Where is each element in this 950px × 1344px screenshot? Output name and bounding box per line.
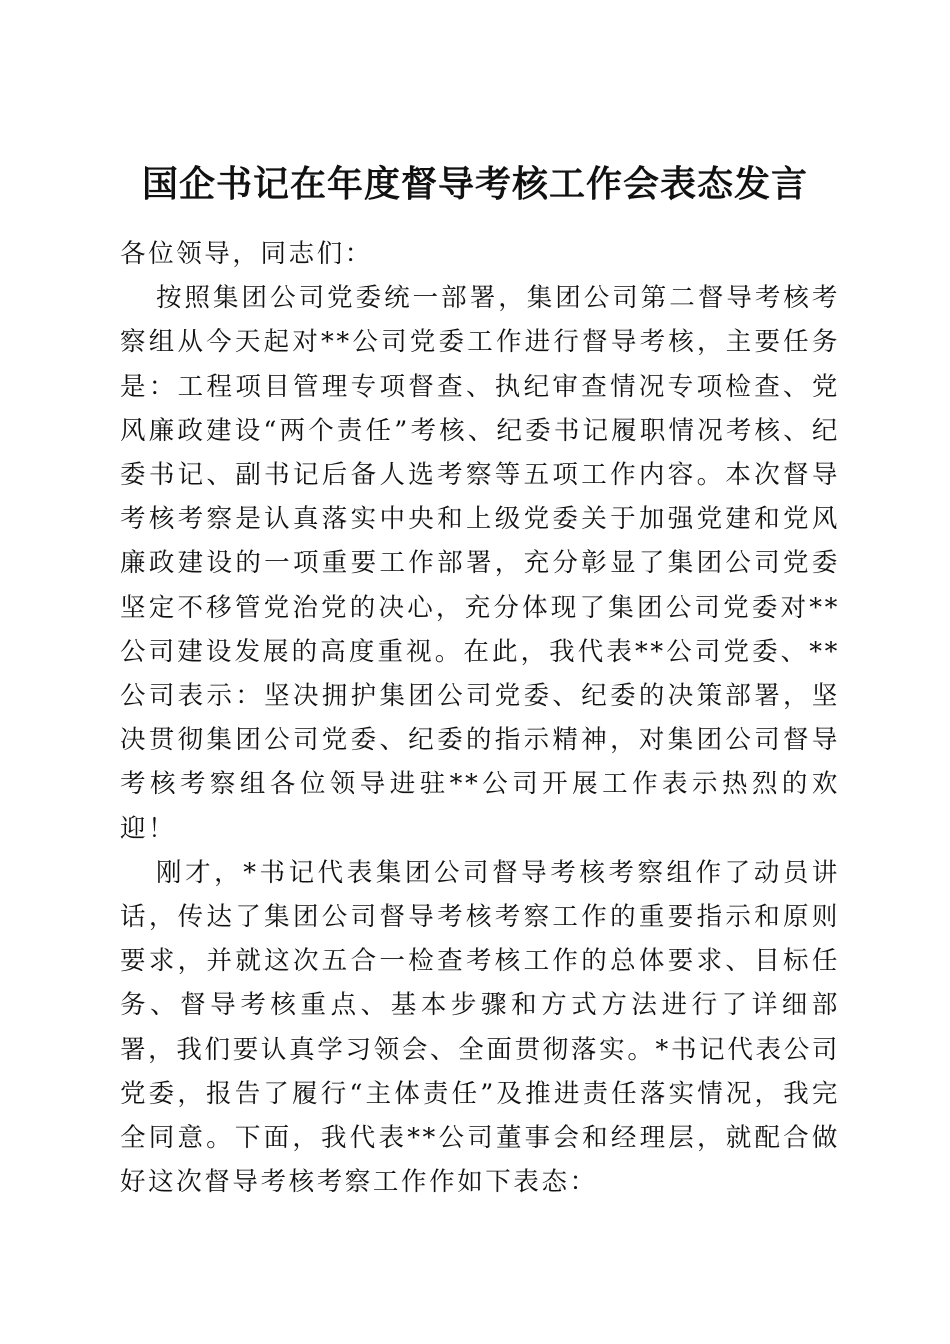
paragraph-1: 按照集团公司党委统一部署，集团公司第二督导考核考察组从今天起对**公司党委工作进行督导考核，主要任务是：工程项目管理专项督查、执纪审查情况专项检查、党风廉政建设“两个责任”考核、纪委书记履职情况考核、纪委书记、副书记后备人选考察等五项工作内容。本次督导考核考察是认真落实中央和上级党委关于加强党建和党风廉政建设的一项重要工作部署，充分彰显了集团公司党委坚定不移管党治党的决心，充分体现了集团公司党委对**公司建设发展的高度重视。在此，我代表**公司党委、**公司表示：坚决拥护集团公司党委、纪委的决策部署，坚决贯彻集团公司党委、纪委的指示精神，对集团公司督导考核考察组各位领导进驻**公司开展工作表示热烈的欢迎！ [120, 283, 840, 844]
paragraph-2: 刚才，*书记代表集团公司督导考核考察组作了动员讲话，传达了集团公司督导考核考察工作的重要指示和原则要求，并就这次五合一检查考核工作的总体要求、目标任务、督导考核重点、基本步骤和方式方法进行了详细部署，我们要认真学习领会、全面贯彻落实。*书记代表公司党委，报告了履行“主体责任”及推进责任落实情况，我完全同意。下面，我代表**公司董事会和经理层，就配合做好这次督导考核考察工作作如下表态： [120, 857, 840, 1198]
greeting: 各位领导，同志们： [120, 239, 373, 269]
document-title: 国企书记在年度督导考核工作会表态发言 [141, 163, 808, 206]
document-body [120, 232, 840, 1204]
